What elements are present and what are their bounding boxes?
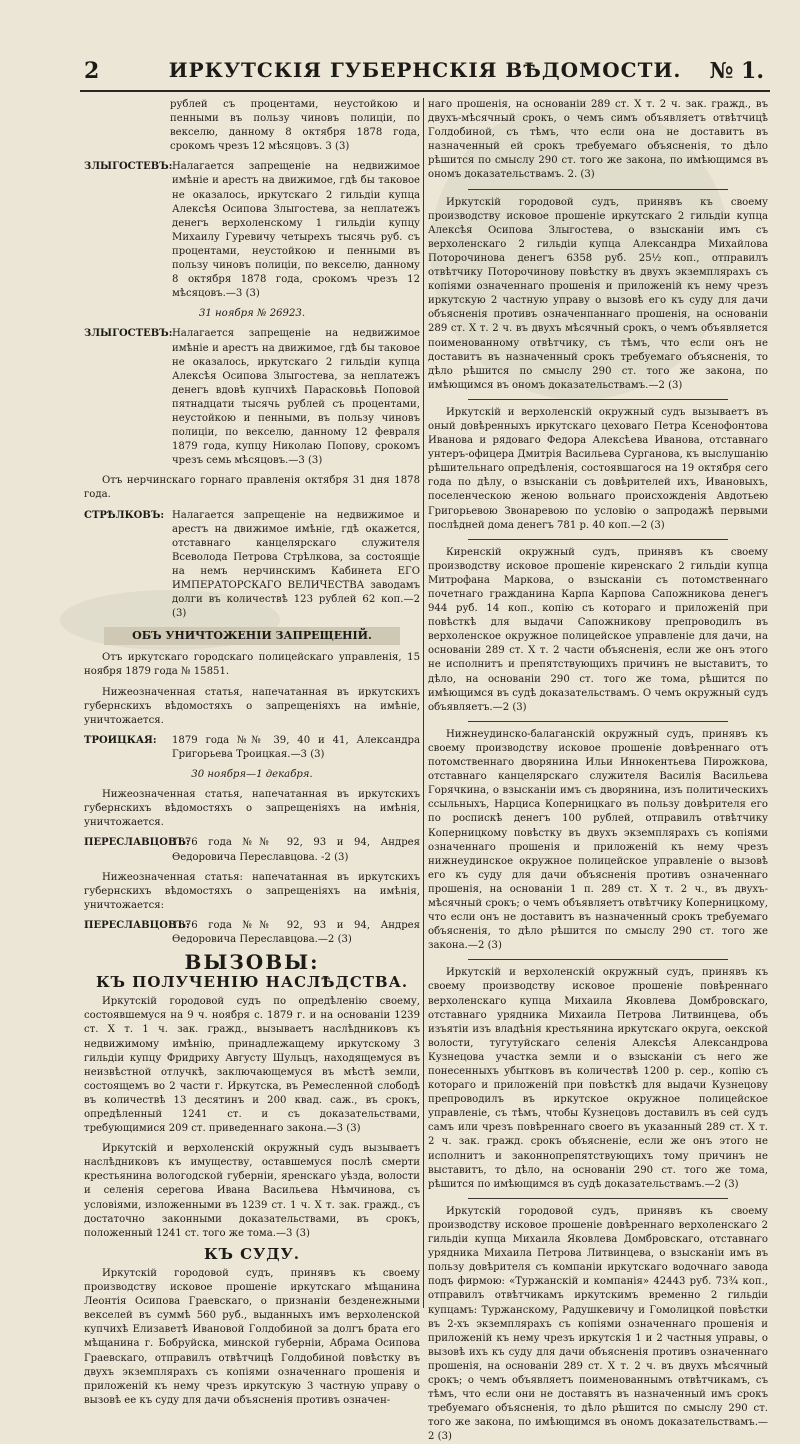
notice-entry [84,509,420,622]
entry-text: 1879 года №№ 39, 40 и 41, Александра Григорьева Троицкая.—3 (3) [172,734,420,760]
separator [468,1198,728,1199]
date-line: 30 ноября—1 декабря. [191,769,313,781]
paragraph: Иркутскій городовой судъ, принявъ къ своему производству исковое прошеніе иркутскаго мѣщанина Леонтія Осипова Граевскаго, о признаніи безденежными векселей въ суммѣ 560 руб., выданныхъ имъ верхоленской купчихѣ Елизаветѣ Ивановой Голдобиной за долгъ брата его мѣщанина г. Бобруйска, минской губерніи, Абрама Осипова Граевскаго, отправилъ отвѣтчицѣ Голдобиной повѣстку въ двухъ экземплярахъ съ копіями означеннаго прошенія и приложеній къ нему чрезъ иркутскую 3 частную управу о вызовѣ ее къ суду для дачи объясненія противъ означен- [84,1267,420,1406]
separator [468,399,728,400]
separator [468,539,728,540]
notice-entry [84,327,420,468]
entry-text: Налагается запрещеніе на недвижимое имѣніе и арестъ на движимое, гдѣ бы таковое не оказалось, иркутскаго 2 гильдіи купца Алексѣя Осипова Злыгостева, за неплатежъ денегъ верхоленскому 1 гильдіи купцу Михаилу Гуревичу четырехъ тысячь руб. съ процентами, неустойкою и пенными въ пользу чиновъ полиціи, по векселю, данному 8 октября 1878 года, срокомъ чрезъ 12 мѣсяцовъ.—3 (3) [172,161,420,300]
entry-name: ТРОИЦКАЯ: [84,734,157,746]
paragraph: Иркутскій и верхоленскій окружный судъ вызываетъ наслѣдниковъ къ имуществу, оставшемуся послѣ смерти крестьянина вологодской губерніи, яренскаго уѣзда, волости и селенія серегова Ивана Васильева Нѣмчинова, съ условіями, изложенными въ 1239 ст. 1 ч. Х т. зак. гражд., съ достаточно законными доказательствами, въ срокъ, положенный 1241 ст. того же тома.—3 (3) [84,1143,420,1239]
section-title: ВЫЗОВЫ: [184,950,320,975]
notice-entry [84,919,420,947]
paragraph: Иркутскій городовой судъ по опредѣленію своему, состоявшемуся на 9 ч. ноября с. 1879 г. и на основаніи 1239 ст. Х т. 1 ч. зак. гражд., вызываетъ наслѣдниковъ къ недвижимому имѣнію, принадлежащему иркутскому 3 гильдіи купцу Фридриху Августу Шульцъ, находящемуся въ неизвѣстной отлучкѣ, заключающемуся въ мѣстѣ земли, состоящемъ во 2 части г. Иркутска, въ Ремесленной слободѣ въ количествѣ 13 десятинъ и 200 квад. саж., въ срокъ, опредѣленный 1241 ст. и съ доказательствами, требующимися 209 ст. приведеннаго закона.—3 (3) [84,996,420,1135]
left-column [84,98,420,1406]
paragraph: Нижеозначенная статья: напечатанная въ иркутскихъ губернскихъ вѣдомостяхъ о запрещеніяхъ на имѣнія, уничтожается: [84,871,420,911]
separator [468,959,728,960]
paragraph: Иркутскій городовой судъ, принявъ къ своему производству исковое прошеніе довѣреннаго верхоленскаго 2 гильдіи купца Михаила Яковлева Домбровскаго, отставнаго урядника Михаила Петрова Литвинцева, о взысканіи имъ въ пользу довѣрителя съ компаніи иркутскаго водочнаго завода подъ фирмою: «Туржанскій и компанія» 42443 руб. 73¾ коп., отправилъ отвѣтчикамъ иркутскимъ временно 2 гильдіи купцамъ: Туржанскому, Радушкевичу и Гомолицкой повѣстки въ 2-хъ экземплярахъ съ копіями означеннаго прошенія и приложеній къ нему чрезъ иркутскія 1 и 2 частныя управы, о вызовѣ ихъ къ суду для дачи объясненія противъ означеннаго прошенія, на основаніи 289 ст. Х т. 2 ч. въ двухъ мѣсячный срокъ; о чемъ объявляетъ поименованнымъ отвѣтчикамъ, съ тѣмъ, что если они не доставятъ въ назначенный имъ срокъ требуемаго объясненія, то дѣло рѣшится по смыслу 290 ст. того же закона, по имѣющимся въ ономъ доказательствамъ.—2 (3) [428,1205,768,1443]
entry-text: 1876 года №№ 92, 93 и 94, Андрея Өедоровича Переславцова. -2 (3) [172,837,420,863]
notice-entry [84,734,420,762]
page-header [80,56,770,92]
section-subtitle: КЪ ПОЛУЧЕНІЮ НАСЛѢДСТВА. [95,973,409,992]
paragraph: наго прошенія, на основаніи 289 ст. Х т. 2 ч. зак. гражд., въ двухъ-мѣсячный срокъ, о чемъ симъ объявляетъ отвѣтчицѣ Голдобиной, съ тѣмъ, что если она не доставитъ въ назначенный ей срокъ требуемаго объясненія, то дѣло рѣшится по смыслу 290 ст. того же закона, по имѣющимся въ ономъ доказательствамъ. 2. (3) [428,99,768,181]
page-number: 2 [84,58,100,84]
entry-text: Налагается запрещеніе на недвижимое и арестъ на движимое имѣніе, гдѣ окажется, отставнаго канцелярскаго служителя Всеволода Петрова Стрѣлкова, за состоящіе на немъ нерчинскимъ Кабинета ЕГО ИМПЕРАТОРСКАГО ВЕЛИЧЕСТВА заводамъ долги въ количествѣ 123 рублей 62 коп.—2 (3) [172,509,420,620]
issuer-line: Отъ иркутскаго городскаго полицейскаго управленія, 15 ноября 1879 года № 15851. [84,652,420,678]
paragraph: Нижнеудинско-балаганскій окружный судъ, принявъ къ своему производству исковое прошеніе довѣреннаго отъ потомственнаго дворянина Ильи Иннокентьева Пирожкова, отставнаго канцелярскаго служителя Василія Васильева Горячкина, о взысканіи имъ съ дворянина, изъ политическихъ ссыльныхъ, Нарциса Коперницкаго въ пользу довѣрителя его по роспискѣ денегъ 100 рублей, отправилъ отвѣтчику Коперницкому повѣстку въ двухъ экземплярахъ съ копіями означеннаго прошенія и приложеній къ нему чрезъ нижнеудинское окружное полицейское управленіе о вызовѣ его къ суду для дачи объясненія противъ означеннаго прошенія, на основаніи 1 п. 289 ст. Х т. 2 ч., въ двухъ-мѣсячный срокъ; о чемъ объявляетъ отвѣтчику Коперницкому, что если онъ не доставитъ въ назначенный срокъ требуемаго объясненія, то дѣло рѣшится по смыслу 290 ст. того же закона.—2 (3) [428,728,768,952]
notice-entry [84,836,420,864]
newspaper-title: ИРКУТСКІЯ ГУБЕРНСКІЯ ВѢДОМОСТИ. [168,58,682,82]
column-divider [423,98,424,1308]
entry-text: 1876 года №№ 92, 93 и 94, Андрея Өедоровича Переславцова.—2 (3) [172,919,420,945]
entry-name: ЗЛЫГОСТЕВЪ: [84,161,173,173]
entry-name: ПЕРЕСЛАВЦОВЪ: [84,919,190,931]
right-column [428,98,768,1443]
paragraph: Нижеозначенная статья, напечатанная въ иркутскихъ губернскихъ вѣдомостяхъ о запрещеніяхъ на имѣніе, уничтожается. [84,686,420,726]
separator [468,721,728,722]
issue-number: № 1. [709,58,764,84]
entry-name: ПЕРЕСЛАВЦОВЪ: [84,837,190,849]
paragraph: Иркутскій городовой судъ, принявъ къ своему производству исковое прошеніе иркутскаго 2 гильдіи купца Алексѣя Осипова Злыгостева, о взысканіи имъ съ верхоленскаго 2 гильдіи купца Александра Михайлова Поторочинова денегъ 6358 руб. 25½ коп., отправилъ отвѣтчику Поторочинову повѣстку въ двухъ экземплярахъ съ копіями означеннаго прошенія и приложеній къ нему чрезъ иркутскую 2 частную управу о вызовѣ его къ суду для дачи объясненія противъ означенпаннаго прошенія, на основаніи 289 ст. Х т. 2 ч. въ двухъ мѣсячный срокъ, о чемъ объявляется поименованному отвѣтчику, съ тѣмъ, что если онъ не доставитъ въ назначенный срокъ требуемаго объясненія, то дѣло рѣшится по смыслу 290 ст. того же закона, по имѣющимся въ ономъ доказательствамъ.—2 (3) [428,196,768,391]
paragraph: Нижеозначенная статья, напечатанная въ иркутскихъ губернскихъ вѣдомостяхъ о запрещеніяхъ на имѣнія, уничтожается. [84,789,420,829]
date-line: 31 ноября № 26923. [198,308,306,320]
section-subtitle: КЪ СУДУ. [203,1244,301,1263]
separator [468,189,728,190]
paragraph: Киренскій окружный судъ, принявъ къ своему производству исковое прошеніе киренскаго 2 гильдіи купца Митрофана Маркова, о взысканіи съ потомственнаго почетнаго гражданина Карпа Карпова Сапожникова денегъ 944 руб. 14 коп., копію съ котораго и приложеній при повѣсткѣ для выдачи Сапожникову препроводилъ въ верхоленское окружное полицейское управленіе для дачи, на основаніи 289 ст. Х т. 2 части объясненія, если же онъ этого не исполнитъ и препятствующихъ причинъ не выставитъ, то дѣло, на основаніи 290 ст. того же тома, рѣшится по имѣющимся въ судѣ доказательствамъ. О чемъ окружный судъ объявляетъ.—2 (3) [428,546,768,713]
section-heading: ОБЪ УНИЧТОЖЕНІИ ЗАПРЕЩЕНІЙ. [104,627,400,645]
entry-name: ЗЛЫГОСТЕВЪ: [84,328,173,340]
issuer-line: Отъ нерчинскаго горнаго правленія октября 31 дня 1878 года. [84,475,420,501]
paragraph: Иркутскій и верхоленскій окружный судъ, принявъ къ своему производству исковое прошеніе повѣреннаго верхоленскаго купца Михаила Яковлева Домбровскаго, отставнаго урядника Михаила Петрова Литвинцева, объ изъятіи изъ владѣнія крестьянина иркутскаго округа, оекской волости, тугутуйскаго селенія Алексѣя Александрова Кузнецова участка земли и о взысканіи съ него же понесенныхъ убытковъ въ количествѣ 1200 р. сер., копію съ котораго и приложеній при повѣсткѣ для выдачи Кузнецову препроводилъ въ иркутское окружное полицейское управленіе, съ тѣмъ, чтобы Кузнецовъ доставилъ въ сей судъ самъ или чрезъ повѣреннаго своего въ указанный 289 ст. Х т. 2 ч. зак. гражд. срокъ объясненіе, если же онъ этого не исполнитъ и законнопрепятствующихъ тому причинъ не выставитъ, то дѣло, на основаніи 290 ст. того же тома, рѣшится по имѣющимся въ судѣ доказательствамъ.—2 (3) [428,967,768,1190]
entry-name: СТРѢЛКОВЪ: [84,509,165,521]
paragraph: Иркутскій и верхоленскій окружный судъ вызываетъ въ оный довѣренныхъ иркутскаго цеховаго Петра Ксенофонтова Иванова и рядоваго Федора Алексѣева Иванова, отставнаго унтеръ-офицера Дмитрія Васильева Сурганова, къ выслушанію рѣшительнаго опредѣленія, состоявшагося на 19 октября сего года по дѣлу, о взысканіи съ довѣрителей ихъ, Ивановыхъ, поселенческою женою вольнаго происхожденія Авдотьею Григорьевою Звонаревою по условію о запродажѣ первыми послѣдней дома денегъ 781 р. 40 коп.—2 (3) [428,406,768,531]
notice-continuation: рублей съ процентами, неустойкою и пенными въ пользу чиновъ полиціи, по векселю, данному 8 октября 1878 года, срокомъ чрезъ 12 мѣсяцовъ. 3 (3) [170,99,420,153]
notice-entry [84,160,420,301]
entry-text: Налагается запрещеніе на недвижимое имѣніе и арестъ на движимое, гдѣ бы таковое не оказалось, иркутскаго 2 гильдіи купца Алексѣя Осипова Злыгостева, за неплатежъ денегъ вдовѣ купчихѣ Парасковьѣ Поповой пятнадцати тысячь рублей съ процентами, неустойкою и пенными, въ пользу чиновъ полиціи, по векселю, данному 12 февраля 1879 года, купцу Николаю Попову, срокомъ чрезъ семь мѣсяцовъ.—3 (3) [172,328,420,467]
